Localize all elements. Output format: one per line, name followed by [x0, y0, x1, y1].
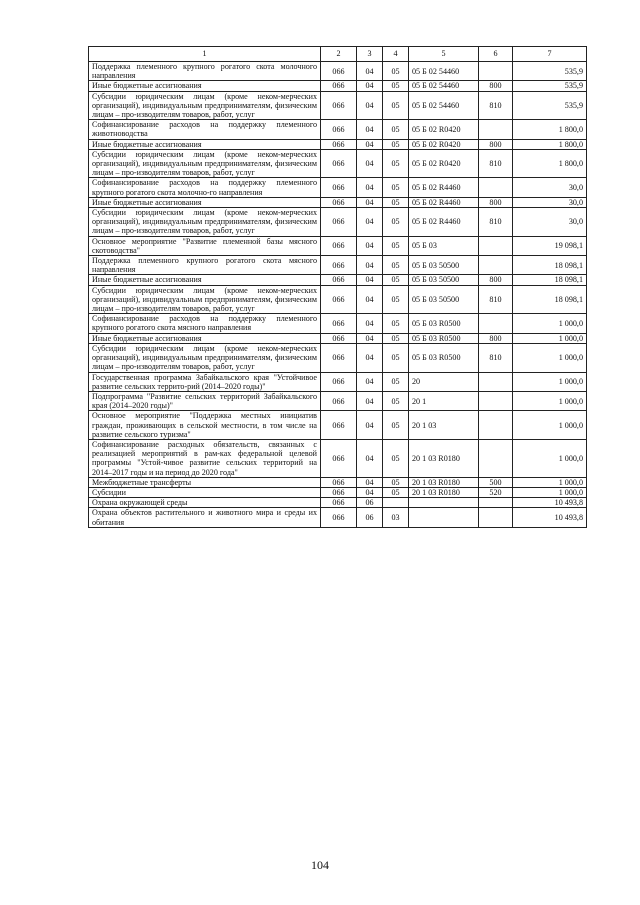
table-row — [89, 91, 587, 120]
amount-cell: 1 000,0 — [513, 439, 587, 477]
row-name-cell: Иные бюджетные ассигнования — [89, 139, 321, 149]
subsection-code-cell: 05 — [383, 275, 409, 285]
section-code-cell: 04 — [357, 314, 383, 333]
ministry-code-cell: 066 — [321, 81, 357, 91]
section-code-cell: 04 — [357, 236, 383, 255]
amount-cell: 18 098,1 — [513, 285, 587, 314]
amount-cell: 1 000,0 — [513, 333, 587, 343]
ministry-code-cell: 066 — [321, 178, 357, 197]
ministry-code-cell: 066 — [321, 333, 357, 343]
subsection-code-cell: 05 — [383, 487, 409, 497]
table-row — [89, 197, 587, 207]
subsection-code-cell — [383, 498, 409, 508]
subsection-code-cell: 05 — [383, 139, 409, 149]
amount-cell: 535,9 — [513, 81, 587, 91]
amount-cell: 10 493,8 — [513, 508, 587, 527]
amount-cell: 18 098,1 — [513, 256, 587, 275]
section-code-cell: 04 — [357, 178, 383, 197]
expense-type-cell — [479, 439, 513, 477]
expense-type-cell — [479, 256, 513, 275]
target-article-cell: 05 Б 03 R0500 — [409, 314, 479, 333]
subsection-code-cell: 05 — [383, 477, 409, 487]
section-code-cell: 04 — [357, 275, 383, 285]
row-name-cell: Поддержка племенного крупного рогатого скота мясного направления — [89, 256, 321, 275]
amount-cell: 1 800,0 — [513, 120, 587, 139]
subsection-code-cell: 05 — [383, 178, 409, 197]
subsection-code-cell: 05 — [383, 391, 409, 410]
target-article-cell — [409, 498, 479, 508]
row-name-cell: Охрана окружающей среды — [89, 498, 321, 508]
expense-type-cell: 800 — [479, 275, 513, 285]
ministry-code-cell: 066 — [321, 120, 357, 139]
row-name-cell: Субсидии юридическим лицам (кроме неком-мерческих организаций), индивидуальным предпринимателям, физическим лицам – про-изводителям товаров, работ, услуг — [89, 343, 321, 372]
target-article-cell: 05 Б 02 R4460 — [409, 178, 479, 197]
amount-cell: 19 098,1 — [513, 236, 587, 255]
row-name-cell: Субсидии юридическим лицам (кроме неком-мерческих организаций), индивидуальным предпринимателям, физическим лицам – про-изводителям товаров, работ, услуг — [89, 149, 321, 178]
target-article-cell: 05 Б 03 50500 — [409, 285, 479, 314]
table-row — [89, 498, 587, 508]
subsection-code-cell: 05 — [383, 256, 409, 275]
row-name-cell: Софинансирование расходов на поддержку племенного животноводства — [89, 120, 321, 139]
table-header-row — [89, 47, 587, 62]
table-row — [89, 275, 587, 285]
target-article-cell: 05 Б 02 54460 — [409, 62, 479, 81]
column-header: 3 — [357, 47, 383, 62]
expense-type-cell: 800 — [479, 81, 513, 91]
section-code-cell: 04 — [357, 487, 383, 497]
row-name-cell: Основное мероприятие "Развитие племенной базы мясного скотоводства" — [89, 236, 321, 255]
table-row — [89, 236, 587, 255]
amount-cell: 30,0 — [513, 208, 587, 237]
section-code-cell: 04 — [357, 62, 383, 81]
subsection-code-cell: 05 — [383, 91, 409, 120]
amount-cell: 1 000,0 — [513, 411, 587, 440]
page-number: 104 — [311, 858, 329, 872]
section-code-cell: 04 — [357, 333, 383, 343]
expense-type-cell: 810 — [479, 285, 513, 314]
expense-type-cell — [479, 391, 513, 410]
row-name-cell: Подпрограмма "Развитие сельских территорий Забайкальского края (2014–2020 годы)" — [89, 391, 321, 410]
column-header: 4 — [383, 47, 409, 62]
expense-type-cell: 810 — [479, 343, 513, 372]
ministry-code-cell: 066 — [321, 487, 357, 497]
row-name-cell: Поддержка племенного крупного рогатого скота молочного направления — [89, 62, 321, 81]
target-article-cell: 20 1 — [409, 391, 479, 410]
row-name-cell: Иные бюджетные ассигнования — [89, 275, 321, 285]
row-name-cell: Иные бюджетные ассигнования — [89, 333, 321, 343]
column-header: 7 — [513, 47, 587, 62]
subsection-code-cell: 05 — [383, 197, 409, 207]
subsection-code-cell: 05 — [383, 314, 409, 333]
section-code-cell: 04 — [357, 91, 383, 120]
amount-cell: 30,0 — [513, 178, 587, 197]
table-row — [89, 139, 587, 149]
table-row — [89, 62, 587, 81]
target-article-cell: 05 Б 03 R0500 — [409, 333, 479, 343]
amount-cell: 1 800,0 — [513, 139, 587, 149]
amount-cell: 1 000,0 — [513, 487, 587, 497]
target-article-cell: 20 — [409, 372, 479, 391]
target-article-cell: 05 Б 02 R0420 — [409, 120, 479, 139]
table-row — [89, 256, 587, 275]
row-name-cell: Субсидии юридическим лицам (кроме неком-мерческих организаций), индивидуальным предпринимателям, физическим лицам – про-изводителям товаров, работ, услуг — [89, 285, 321, 314]
subsection-code-cell: 05 — [383, 372, 409, 391]
expense-type-cell: 800 — [479, 197, 513, 207]
row-name-cell: Основное мероприятие "Поддержка местных инициатив граждан, проживающих в сельской местности, в том числе на развитие сельского туризма" — [89, 411, 321, 440]
target-article-cell: 05 Б 02 R4460 — [409, 208, 479, 237]
subsection-code-cell: 05 — [383, 120, 409, 139]
table-row — [89, 333, 587, 343]
target-article-cell: 05 Б 03 — [409, 236, 479, 255]
target-article-cell: 20 1 03 R0180 — [409, 487, 479, 497]
row-name-cell: Межбюджетные трансферты — [89, 477, 321, 487]
section-code-cell: 04 — [357, 439, 383, 477]
expense-type-cell: 810 — [479, 149, 513, 178]
target-article-cell: 20 1 03 — [409, 411, 479, 440]
expense-type-cell: 500 — [479, 477, 513, 487]
target-article-cell: 05 Б 03 50500 — [409, 256, 479, 275]
expense-type-cell — [479, 62, 513, 81]
ministry-code-cell: 066 — [321, 256, 357, 275]
section-code-cell: 04 — [357, 372, 383, 391]
section-code-cell: 04 — [357, 120, 383, 139]
table-row — [89, 120, 587, 139]
row-name-cell: Субсидии юридическим лицам (кроме неком-мерческих организаций), индивидуальным предпринимателям, физическим лицам – про-изводителям товаров, работ, услуг — [89, 208, 321, 237]
column-header: 1 — [89, 47, 321, 62]
ministry-code-cell: 066 — [321, 285, 357, 314]
target-article-cell — [409, 508, 479, 527]
ministry-code-cell: 066 — [321, 197, 357, 207]
target-article-cell: 20 1 03 R0180 — [409, 439, 479, 477]
ministry-code-cell: 066 — [321, 411, 357, 440]
section-code-cell: 04 — [357, 149, 383, 178]
row-name-cell: Охрана объектов растительного и животного мира и среды их обитания — [89, 508, 321, 527]
expense-type-cell — [479, 411, 513, 440]
ministry-code-cell: 066 — [321, 498, 357, 508]
table-row — [89, 285, 587, 314]
ministry-code-cell: 066 — [321, 508, 357, 527]
table-row — [89, 487, 587, 497]
section-code-cell: 04 — [357, 411, 383, 440]
amount-cell: 1 000,0 — [513, 477, 587, 487]
table-row — [89, 81, 587, 91]
row-name-cell: Софинансирование расходов на поддержку племенного крупного рогатого скота молочно-го направления — [89, 178, 321, 197]
target-article-cell: 20 1 03 R0180 — [409, 477, 479, 487]
subsection-code-cell: 05 — [383, 411, 409, 440]
section-code-cell: 04 — [357, 208, 383, 237]
table-row — [89, 508, 587, 527]
expense-type-cell: 800 — [479, 139, 513, 149]
target-article-cell: 05 Б 02 54460 — [409, 81, 479, 91]
ministry-code-cell: 066 — [321, 275, 357, 285]
row-name-cell: Софинансирование расходов на поддержку племенного крупного рогатого скота мясного направления — [89, 314, 321, 333]
amount-cell: 30,0 — [513, 197, 587, 207]
subsection-code-cell: 05 — [383, 343, 409, 372]
table-body — [89, 62, 587, 528]
amount-cell: 1 000,0 — [513, 372, 587, 391]
subsection-code-cell: 05 — [383, 81, 409, 91]
target-article-cell: 05 Б 02 R0420 — [409, 149, 479, 178]
table-row — [89, 372, 587, 391]
ministry-code-cell: 066 — [321, 236, 357, 255]
expense-type-cell — [479, 498, 513, 508]
ministry-code-cell: 066 — [321, 62, 357, 81]
expense-type-cell — [479, 236, 513, 255]
subsection-code-cell: 05 — [383, 149, 409, 178]
row-name-cell: Иные бюджетные ассигнования — [89, 81, 321, 91]
table-row — [89, 314, 587, 333]
ministry-code-cell: 066 — [321, 314, 357, 333]
subsection-code-cell: 05 — [383, 439, 409, 477]
ministry-code-cell: 066 — [321, 139, 357, 149]
amount-cell: 535,9 — [513, 62, 587, 81]
amount-cell: 1 000,0 — [513, 391, 587, 410]
ministry-code-cell: 066 — [321, 343, 357, 372]
row-name-cell: Софинансирование расходных обязательств, связанных с реализацией мероприятий в рам-ках федеральной целевой программы "Устой-чивое развитие сельских территорий на 2014–2017 годы и на период до 2020 года" — [89, 439, 321, 477]
target-article-cell: 05 Б 02 R0420 — [409, 139, 479, 149]
row-name-cell: Субсидии юридическим лицам (кроме неком-мерческих организаций), индивидуальным предпринимателям, физическим лицам – про-изводителям товаров, работ, услуг — [89, 91, 321, 120]
row-name-cell: Иные бюджетные ассигнования — [89, 197, 321, 207]
section-code-cell: 04 — [357, 391, 383, 410]
expense-type-cell — [479, 508, 513, 527]
row-name-cell: Субсидии — [89, 487, 321, 497]
expense-type-cell — [479, 178, 513, 197]
expense-type-cell — [479, 120, 513, 139]
row-name-cell: Государственная программа Забайкальского края "Устойчивое развитие сельских террито-рий (2014–2020 годы)" — [89, 372, 321, 391]
section-code-cell: 04 — [357, 285, 383, 314]
section-code-cell: 06 — [357, 508, 383, 527]
subsection-code-cell: 05 — [383, 333, 409, 343]
section-code-cell: 04 — [357, 81, 383, 91]
expense-type-cell: 520 — [479, 487, 513, 497]
ministry-code-cell: 066 — [321, 372, 357, 391]
amount-cell: 18 098,1 — [513, 275, 587, 285]
amount-cell: 1 800,0 — [513, 149, 587, 178]
amount-cell: 1 000,0 — [513, 343, 587, 372]
ministry-code-cell: 066 — [321, 149, 357, 178]
ministry-code-cell: 066 — [321, 91, 357, 120]
section-code-cell: 04 — [357, 256, 383, 275]
expense-type-cell: 800 — [479, 333, 513, 343]
column-header: 2 — [321, 47, 357, 62]
expense-type-cell — [479, 314, 513, 333]
ministry-code-cell: 066 — [321, 439, 357, 477]
table-row — [89, 391, 587, 410]
subsection-code-cell: 03 — [383, 508, 409, 527]
column-header: 5 — [409, 47, 479, 62]
section-code-cell: 04 — [357, 197, 383, 207]
section-code-cell: 04 — [357, 477, 383, 487]
table-row — [89, 208, 587, 237]
expense-type-cell — [479, 372, 513, 391]
table-row — [89, 178, 587, 197]
subsection-code-cell: 05 — [383, 62, 409, 81]
subsection-code-cell: 05 — [383, 285, 409, 314]
table-row — [89, 411, 587, 440]
amount-cell: 535,9 — [513, 91, 587, 120]
table-row — [89, 149, 587, 178]
target-article-cell: 05 Б 03 50500 — [409, 275, 479, 285]
ministry-code-cell: 066 — [321, 208, 357, 237]
ministry-code-cell: 066 — [321, 477, 357, 487]
section-code-cell: 04 — [357, 343, 383, 372]
budget-table — [88, 46, 587, 528]
subsection-code-cell: 05 — [383, 208, 409, 237]
amount-cell: 10 493,8 — [513, 498, 587, 508]
ministry-code-cell: 066 — [321, 391, 357, 410]
amount-cell: 1 000,0 — [513, 314, 587, 333]
section-code-cell: 06 — [357, 498, 383, 508]
target-article-cell: 05 Б 02 54460 — [409, 91, 479, 120]
target-article-cell: 05 Б 03 R0500 — [409, 343, 479, 372]
table-row — [89, 439, 587, 477]
section-code-cell: 04 — [357, 139, 383, 149]
target-article-cell: 05 Б 02 R4460 — [409, 197, 479, 207]
column-header: 6 — [479, 47, 513, 62]
expense-type-cell: 810 — [479, 208, 513, 237]
subsection-code-cell: 05 — [383, 236, 409, 255]
table-row — [89, 477, 587, 487]
expense-type-cell: 810 — [479, 91, 513, 120]
table-row — [89, 343, 587, 372]
